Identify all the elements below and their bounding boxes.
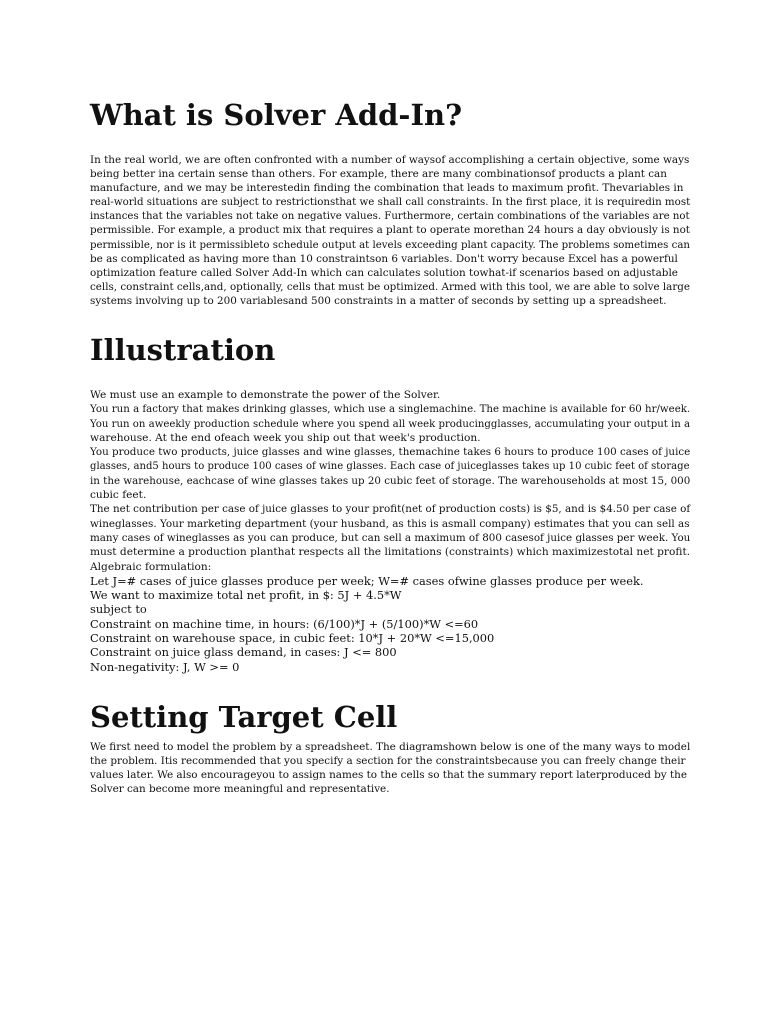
text-line: Let J=# cases of juice glasses produce per week; W=# cases ofwine glasses produce per week. bbox=[90, 573, 644, 588]
text-line: many cases of wineglasses as you can produce, but can sell a maximum of 800 casesof juice glasses per week. You bbox=[90, 531, 691, 544]
text-line: permissible, nor is it permissibleto schedule output at levels exceeding plant capacity. The problems sometimes can bbox=[90, 238, 690, 251]
text-line: You produce two products, juice glasses and wine glasses, themachine takes 6 hours to produce 100 cases of juice bbox=[90, 446, 691, 459]
text-line: be as complicated as having more than 10 constraintson 6 variables. Don't worry because Excel has a powerful bbox=[90, 252, 678, 265]
text-line: permissible. For example, a product mix that requires a plant to operate morethan 24 hours a day obviously is not bbox=[90, 224, 690, 237]
text-line: manufacture, and we may be interestedin finding the combination that leads to maximum profit. Thevariables in bbox=[90, 182, 684, 195]
text-line: Constraint on machine time, in hours: (6/100)*J + (5/100)*W <=60 bbox=[90, 616, 479, 631]
text-line: systems involving up to 200 variablesand 500 constraints in a matter of seconds by setting up a spreadsheet. bbox=[90, 294, 667, 307]
heading-setting-target-cell: Setting Target Cell bbox=[90, 700, 398, 734]
text-line: cells, constraint cells,and, optionally, cells that must be optimized. Armed with this tool, we are able to solve large bbox=[90, 280, 690, 293]
text-line: You run a factory that makes drinking glasses, which use a singlemachine. The machine is available for 60 hr/week. bbox=[90, 403, 691, 416]
text-line: glasses, and5 hours to produce 100 cases of wine glasses. Each case of juiceglasses takes up 10 cubic feet of storage bbox=[90, 460, 690, 473]
text-line: warehouse. At the end ofeach week you ship out that week's production. bbox=[90, 431, 481, 444]
text-line: being better ina certain sense than others. For example, there are many combinationsof products a plant can bbox=[90, 168, 667, 181]
text-line: In the real world, we are often confronted with a number of waysof accomplishing a certain objective, some ways bbox=[90, 154, 690, 166]
illustration-paragraph bbox=[90, 388, 690, 674]
text-line: values later. We also encourageyou to assign names to the cells so that the summary report laterproduced by the bbox=[90, 769, 687, 782]
text-line: Solver can become more meaningful and representative. bbox=[90, 783, 390, 796]
text-line: optimization feature called Solver Add-In which can calculates solution towhat-if scenarios based on adjustable bbox=[90, 266, 678, 279]
text-line: cubic feet. bbox=[90, 489, 147, 502]
heading-what-is-solver: What is Solver Add-In? bbox=[90, 98, 463, 132]
text-line: Constraint on juice glass demand, in cases: J <= 800 bbox=[90, 645, 397, 660]
text-line: Non-negativity: J, W >= 0 bbox=[90, 659, 240, 674]
text-line: The net contribution per case of juice glasses to your profit(net of production costs) is $5, and is $4.50 per case of bbox=[90, 503, 691, 516]
text-line: Algebraic formulation: bbox=[90, 560, 212, 573]
text-line: subject to bbox=[90, 602, 147, 617]
heading-illustration: Illustration bbox=[90, 333, 276, 367]
target-cell-paragraph bbox=[90, 740, 690, 796]
text-line: the problem. Itis recommended that you specify a section for the constraintsbecause you can freely change their bbox=[90, 755, 686, 768]
text-line: We want to maximize total net profit, in $: 5J + 4.5*W bbox=[90, 588, 402, 603]
text-line: real-world situations are subject to restrictionsthat we shall call constraints. In the first place, it is requiredin most bbox=[90, 196, 691, 209]
intro-paragraph bbox=[90, 153, 690, 308]
text-line: You run on aweekly production schedule where you spend all week producingglasses, accumulating your output in a bbox=[90, 417, 691, 430]
text-line: Constraint on warehouse space, in cubic feet: 10*J + 20*W <=15,000 bbox=[90, 631, 495, 646]
text-line: We must use an example to demonstrate the power of the Solver. bbox=[90, 389, 441, 401]
text-line: We first need to model the problem by a spreadsheet. The diagramshown below is one of the many ways to model bbox=[90, 741, 691, 753]
text-line: in the warehouse, eachcase of wine glasses takes up 20 cubic feet of storage. The warehouseholds at most 15, 000 bbox=[90, 474, 691, 487]
text-line: wineglasses. Your marketing department (your husband, as this is asmall company) estimates that you can sell as bbox=[90, 517, 690, 530]
text-line: instances that the variables not take on negative values. Furthermore, certain combinations of the variables are not bbox=[90, 210, 690, 223]
text-line: must determine a production planthat respects all the limitations (constraints) which maximizestotal net profit. bbox=[90, 546, 691, 559]
